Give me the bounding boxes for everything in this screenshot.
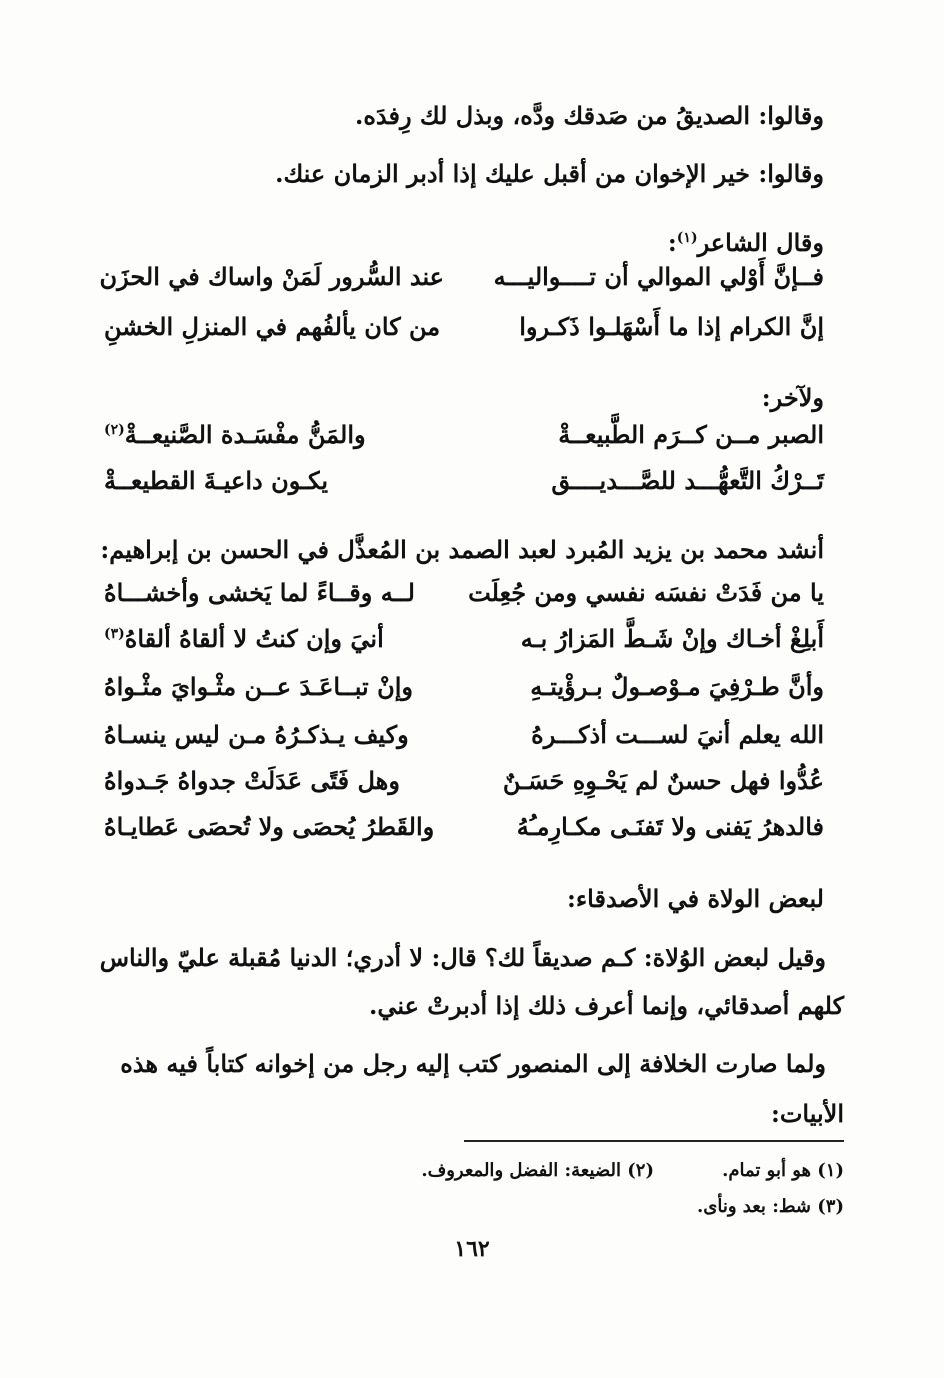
hemistich-second [104,624,444,653]
hemistich-first: الله يعلم أنيَ لســـت أذكـــرهُ [531,720,824,749]
verse-3-2 [104,624,824,672]
paragraph-1-line-1: وقيل لبعض الوُلاة: كـم صديقاً لك؟ قال: لا أدري؛ الدنيا مُقبلة عليّ والناس [99,943,826,972]
hemistich-second: والقَطرُ يُحصَى ولا تُحصَى عَطايـاهُ [104,812,435,841]
page-number: ١٦٢ [454,1236,490,1262]
footnote-divider [464,1140,844,1142]
poem3-intro: أنشد محمد بن يزيد المُبرد لعبد الصمد بن المُعذَّل في الحسن بن إبراهيم: [100,535,824,564]
hemistich-second: من كان يألفُهم في المنزلِ الخشنِ [104,312,441,341]
text-line-2: وقالوا: خير الإخوان من أقبل عليك إذا أدبر الزمان عنك. [275,159,824,188]
hemistich-first: أَبلِغْ أخـاك وإنْ شَـطَّ المَزارُ بـه [520,624,824,653]
verse-3-6 [104,812,824,860]
footnote-2: (٢) الضيعة: الفضل والمعروف. [421,1160,654,1181]
verse-3-4 [104,720,824,768]
verse-3-1 [104,578,824,626]
hemistich-first: فــإنَّ أَوْلي الموالي أن تــــواليـــه [493,262,824,291]
paragraph-2-line-2: الأبيات: [770,1099,844,1128]
verse-3-5 [104,766,824,814]
verse-1-2 [104,312,824,360]
hemistich-second: عند السُّرور لَمَنْ واساك في الحزَن [99,262,444,291]
hemistich-first: إنَّ الكرام إذا ما أَسْهَلـوا ذَكـروا [519,312,824,341]
footnote-3: (٣) شط: بعد ونأى. [696,1196,844,1217]
verse-1-1 [99,262,824,310]
footnote-mark-3: (٣) [104,626,125,642]
hemistich-second: يكـون داعيـةَ القطيعــةْ [104,466,329,495]
hemistich-second [104,420,444,449]
hemistich-first: تَــرْكُ التَّعهُّـــد للصَّـــديــــق [551,466,824,495]
section-heading: لبعض الولاة في الأصدقاء: [567,884,824,913]
verse-2-1 [104,420,824,468]
hemistich-first: عُدُّوا فهل حسنٌ لم يَحْـوِهِ حَسَـنٌ [502,766,824,795]
hemistich-first: فالدهرُ يَفنى ولا تَفنَـى مكـارِمـُهُ [516,812,824,841]
hemistich-second: وإنْ تبــاعَـدَ عــن مثْـوايَ مثْـواهُ [104,672,413,701]
hemistich-second: وكيف يـذكـرُهُ مـن ليس ينسـاهُ [104,720,409,749]
poet-intro-colon: : [667,228,677,257]
hemistich-second: وهل فَتًى عَدَلَتْ جدواهُ جَـدواهُ [104,766,400,795]
footnote-mark-2: (٢) [104,422,125,438]
hemistich-first: يا من فَدَتْ نفسَه نفسي ومن جُعِلَت [468,578,824,607]
hemistich-text: والمَنُّ مفْسَـدة الصَّنيعــةْ [124,420,366,449]
verse-2-2 [104,466,824,514]
footnote-mark-1: (١) [676,230,698,246]
paragraph-1-line-2: كلهم أصدقائي، وإنما أعرف ذلك إذا أدبرتْ عني. [368,991,844,1020]
hemistich-first: الصبر مــن كــرَم الطَّبيعــةْ [558,420,824,449]
text-line-1: وقالوا: الصديقُ من صَدقك ودَّه، وبذل لك رِفدَه. [354,101,824,130]
footnote-1: (١) هو أبو تمام. [722,1160,844,1181]
verse-3-3 [104,672,824,720]
text-line-3 [104,218,824,263]
hemistich-first: وأنَّ طـرْفِيَ مـوْصـولٌ بـرؤْيتـهِ [530,672,824,701]
hemistich-text: أنيَ وإن كنتُ لا ألقاهُ ألقاهُ [124,624,384,653]
poem2-intro: ولآخر: [761,383,824,412]
poet-intro: وقال الشاعر [697,228,824,257]
hemistich-second: لــه وقــاءً لما يَخشى وأخشـــاهُ [104,578,415,607]
paragraph-2-line-1: ولما صارت الخلافة إلى المنصور كتب إليه رجل من إخوانه كتاباً فيه هذه [120,1049,826,1078]
